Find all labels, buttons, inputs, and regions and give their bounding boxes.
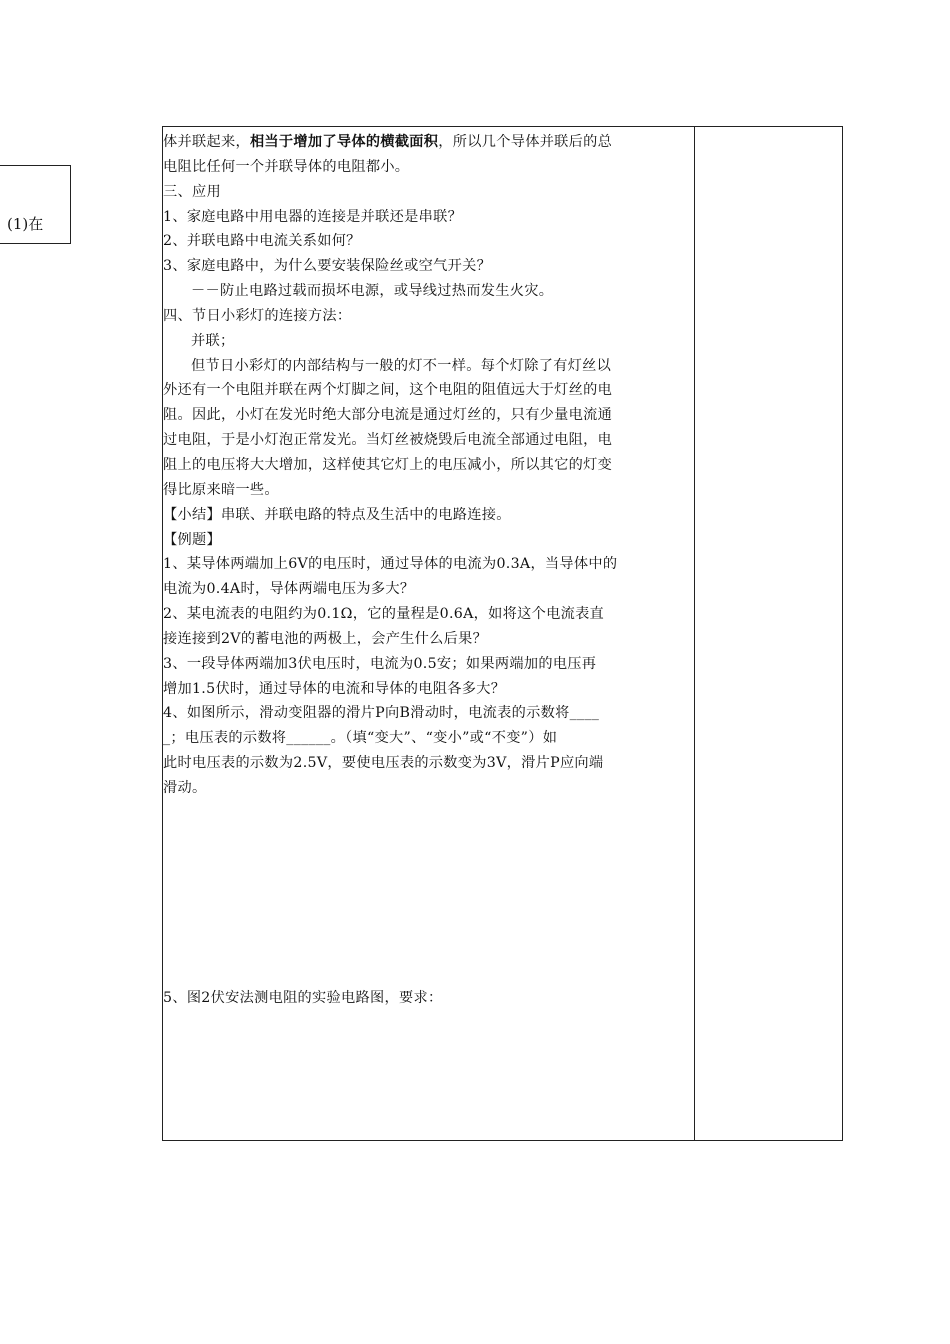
text-line: 电阻比任何一个并联导体的电阻都小。 bbox=[163, 158, 410, 175]
column-divider bbox=[694, 127, 695, 1140]
emphasis-text: 相当于增加了导体的横截面积 bbox=[249, 134, 439, 150]
paragraph-line: 阻。因此，小灯在发光时绝大部分电流是通过灯丝的，只有少量电流通 bbox=[163, 407, 613, 424]
paragraph-line: 但节日小彩灯的内部结构与一般的灯不一样。每个灯除了有灯丝以 bbox=[191, 357, 612, 374]
lesson-table bbox=[162, 126, 843, 1141]
summary-line: 【小结】串联、并联电路的特点及生活中的电路连接。 bbox=[163, 506, 511, 523]
example-line: 滑动。 bbox=[163, 779, 207, 796]
example-line: _；电压表的示数将______。（填“变大”、“变小”或“不变”）如 bbox=[163, 730, 558, 747]
paragraph-line: 外还有一个电阻并联在两个灯脚之间，这个电阻的阻值远大于灯丝的电 bbox=[163, 382, 613, 399]
question-line: 3、家庭电路中，为什么要安装保险丝或空气开关？ bbox=[163, 258, 492, 275]
paragraph-line: 过电阻，于是小灯泡正常发光。当灯丝被烧毁后电流全部通过电阻，电 bbox=[163, 432, 613, 449]
question-line: 1、家庭电路中用电器的连接是并联还是串联？ bbox=[163, 208, 463, 225]
example-line: 增加1.5伏时，通过导体的电流和导体的电阻各多大？ bbox=[163, 680, 506, 697]
lesson-content-cell bbox=[163, 130, 691, 1011]
example-line: 3、一段导体两端加3伏电压时，电流为0.5安；如果两端加的电压再 bbox=[163, 655, 597, 672]
section-heading-application: 三、应用 bbox=[163, 183, 221, 200]
answer-line: －－防止电路过载而损坏电源，或导线过热而发生火灾。 bbox=[191, 283, 554, 300]
question-line: 2、并联电路中电流关系如何？ bbox=[163, 233, 361, 250]
example-line: 1、某导体两端加上6V的电压时，通过导体的电流为0.3A，当导体中的 bbox=[163, 556, 618, 573]
section-heading-lights: 四、节日小彩灯的连接方法： bbox=[163, 307, 352, 324]
text-line: 体并联起来，相当于增加了导体的横截面积，所以几个导体并联后的总 bbox=[163, 134, 613, 150]
paragraph-line: 阻上的电压将大大增加，这样使其它灯上的电压减小，所以其它的灯变 bbox=[163, 456, 613, 473]
example-line: 4、如图所示，滑动变阻器的滑片P向B滑动时，电流表的示数将____ bbox=[163, 705, 600, 722]
examples-heading: 【例题】 bbox=[163, 531, 221, 548]
side-margin-box bbox=[0, 165, 71, 244]
example-line: 电流为0.4A时，导体两端电压为多大？ bbox=[163, 581, 415, 598]
example-line: 接连接到2V的蓄电池的两极上，会产生什么后果？ bbox=[163, 630, 488, 647]
paragraph-line: 得比原来暗一些。 bbox=[163, 481, 279, 498]
text-line: 并联； bbox=[191, 332, 235, 349]
example-line: 5、图2伏安法测电阻的实验电路图，要求： bbox=[163, 989, 443, 1006]
figure-space bbox=[163, 801, 691, 986]
example-line: 此时电压表的示数为2.5V，要使电压表的示数变为3V，滑片P应向端 bbox=[163, 755, 604, 772]
side-margin-text: (1)在 bbox=[7, 215, 44, 233]
example-line: 2、某电流表的电阻约为0.1Ω，它的量程是0.6A，如将这个电流表直 bbox=[163, 606, 605, 623]
